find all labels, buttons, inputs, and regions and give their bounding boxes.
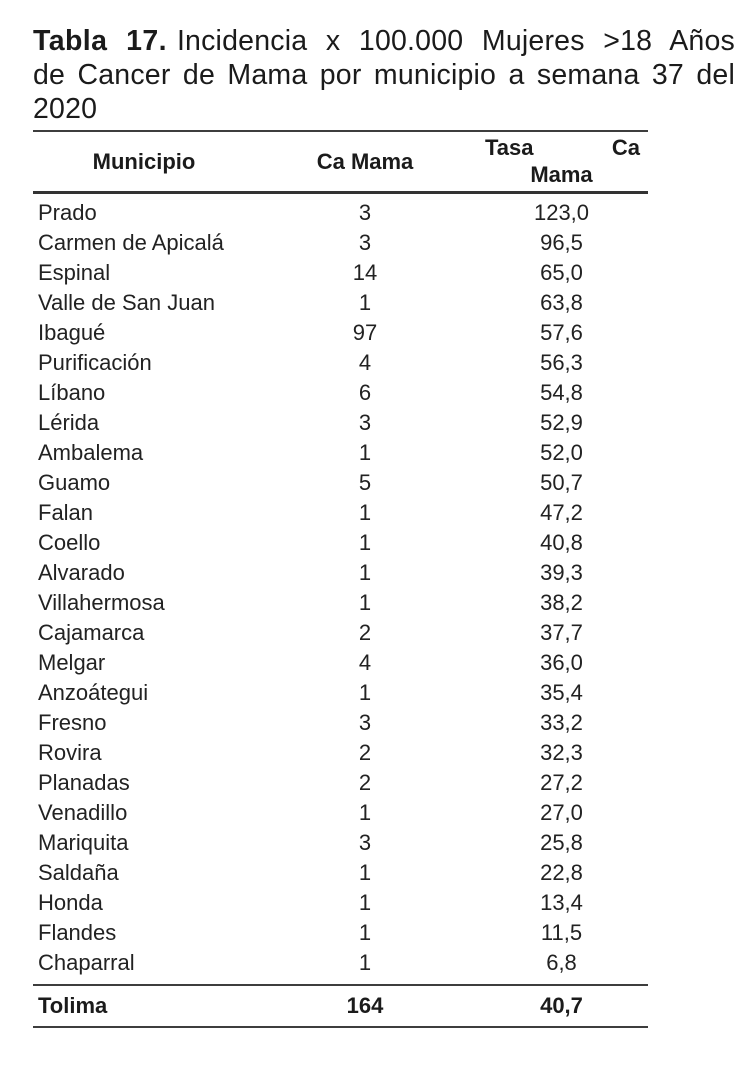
- table-caption: [33, 24, 735, 126]
- table-row: [33, 588, 648, 618]
- caption-bold-label: Tabla 17.: [33, 25, 167, 57]
- table-row: [33, 618, 648, 648]
- municipio-cell: Lérida: [38, 410, 100, 435]
- municipio-cell: Ibagué: [38, 320, 106, 345]
- ca-mama-cell: 1: [358, 890, 372, 915]
- municipio-cell: Ambalema: [38, 440, 144, 465]
- table-row: [33, 828, 648, 858]
- table-row: [33, 468, 648, 498]
- ca-mama-cell: 1: [358, 440, 372, 465]
- municipio-cell: Fresno: [38, 710, 107, 735]
- total-municipio-cell: Tolima: [38, 993, 108, 1018]
- ca-mama-cell: 4: [358, 350, 372, 375]
- municipio-cell: Alvarado: [38, 560, 125, 585]
- ca-mama-cell: 1: [358, 500, 372, 525]
- tasa-cell: 39,3: [540, 560, 583, 585]
- ca-mama-cell: 1: [358, 920, 372, 945]
- table-row: [33, 558, 648, 588]
- tasa-cell: 11,5: [540, 920, 583, 945]
- ca-mama-cell: 5: [358, 470, 372, 495]
- table-bottom-rule: [33, 1026, 648, 1028]
- tasa-cell: 25,8: [540, 830, 583, 855]
- tasa-cell: 63,8: [540, 290, 583, 315]
- municipio-cell: Guamo: [38, 470, 111, 495]
- table-row: [33, 438, 648, 468]
- header-tasa-line-1: [475, 135, 648, 161]
- municipio-cell: Anzoátegui: [38, 680, 149, 705]
- tasa-cell: 32,3: [540, 740, 583, 765]
- ca-mama-cell: 2: [358, 740, 372, 765]
- tasa-cell: 27,0: [540, 800, 583, 825]
- tasa-cell: 65,0: [540, 260, 583, 285]
- ca-mama-cell: 4: [358, 650, 372, 675]
- tasa-cell: 33,2: [540, 710, 583, 735]
- municipio-cell: Flandes: [38, 920, 117, 945]
- ca-mama-cell: 1: [358, 290, 372, 315]
- tasa-cell: 57,6: [540, 320, 583, 345]
- caption-line-1: [33, 24, 735, 58]
- tasa-cell: 13,4: [540, 890, 583, 915]
- ca-mama-cell: 2: [358, 620, 372, 645]
- table-row: [33, 378, 648, 408]
- ca-mama-cell: 3: [358, 830, 372, 855]
- tasa-cell: 6,8: [546, 950, 577, 975]
- table-row: [33, 408, 648, 438]
- table-row: [33, 918, 648, 948]
- ca-mama-cell: 1: [358, 530, 372, 555]
- tasa-cell: 40,8: [540, 530, 583, 555]
- ca-mama-cell: 3: [358, 410, 372, 435]
- header-tasa-ca-mama: [475, 132, 648, 191]
- total-row: [33, 986, 648, 1026]
- tasa-cell: 37,7: [540, 620, 583, 645]
- tasa-cell: 38,2: [540, 590, 583, 615]
- total-tasa-cell: 40,7: [540, 993, 583, 1018]
- municipio-cell: Villahermosa: [38, 590, 165, 615]
- caption-line-3: 2020: [33, 93, 98, 125]
- total-ca-mama-cell: 164: [346, 993, 384, 1018]
- ca-mama-cell: 3: [358, 710, 372, 735]
- ca-mama-cell: 3: [358, 200, 372, 225]
- header-ca-mama: Ca Mama: [316, 148, 414, 174]
- municipio-cell: Venadillo: [38, 800, 128, 825]
- table-row: [33, 198, 648, 228]
- tasa-cell: 50,7: [540, 470, 583, 495]
- table-row: [33, 708, 648, 738]
- ca-mama-cell: 97: [352, 320, 378, 345]
- caption-line-2: de Cancer de Mama por municipio a semana 37 del: [33, 59, 735, 91]
- tasa-cell: 56,3: [540, 350, 583, 375]
- municipio-cell: Purificación: [38, 350, 152, 375]
- municipio-cell: Honda: [38, 890, 103, 915]
- table-row: [33, 948, 648, 978]
- tasa-cell: 123,0: [533, 200, 590, 225]
- municipio-cell: Coello: [38, 530, 101, 555]
- table-row: [33, 648, 648, 678]
- table-row: [33, 258, 648, 288]
- table-row: [33, 528, 648, 558]
- table-row: [33, 888, 648, 918]
- table-row: [33, 498, 648, 528]
- tasa-cell: 27,2: [540, 770, 583, 795]
- municipio-cell: Espinal: [38, 260, 111, 285]
- municipio-cell: Mariquita: [38, 830, 129, 855]
- municipio-cell: Planadas: [38, 770, 130, 795]
- table-row: [33, 288, 648, 318]
- ca-mama-cell: 1: [358, 860, 372, 885]
- header-municipio: Municipio: [92, 148, 196, 174]
- municipio-cell: Valle de San Juan: [38, 290, 215, 315]
- ca-mama-cell: 14: [352, 260, 378, 285]
- municipio-cell: Carmen de Apicalá: [38, 230, 224, 255]
- ca-mama-cell: 1: [358, 950, 372, 975]
- table-body: [33, 194, 648, 984]
- incidence-table: [33, 130, 648, 1028]
- tasa-cell: 35,4: [540, 680, 583, 705]
- header-mama-word: Mama: [530, 162, 593, 187]
- ca-mama-cell: 1: [358, 590, 372, 615]
- ca-mama-cell: 2: [358, 770, 372, 795]
- municipio-cell: Melgar: [38, 650, 106, 675]
- tasa-cell: 54,8: [540, 380, 583, 405]
- table-row: [33, 798, 648, 828]
- ca-mama-cell: 3: [358, 230, 372, 255]
- table-row: [33, 858, 648, 888]
- tasa-cell: 36,0: [540, 650, 583, 675]
- tasa-cell: 22,8: [540, 860, 583, 885]
- header-tasa-word: Tasa: [485, 135, 534, 160]
- tasa-cell: 47,2: [540, 500, 583, 525]
- table-row: [33, 678, 648, 708]
- tasa-cell: 52,0: [540, 440, 583, 465]
- tasa-cell: 52,9: [540, 410, 583, 435]
- ca-mama-cell: 6: [358, 380, 372, 405]
- header-ca-word: Ca: [611, 135, 640, 160]
- municipio-cell: Chaparral: [38, 950, 135, 975]
- municipio-cell: Saldaña: [38, 860, 119, 885]
- table-row: [33, 768, 648, 798]
- municipio-cell: Prado: [38, 200, 97, 225]
- table-row: [33, 318, 648, 348]
- municipio-cell: Líbano: [38, 380, 106, 405]
- caption-line-1-text: Incidencia x 100.000 Mujeres >18 Años: [176, 25, 735, 57]
- ca-mama-cell: 1: [358, 800, 372, 825]
- tasa-cell: 96,5: [540, 230, 583, 255]
- municipio-cell: Falan: [38, 500, 94, 525]
- table-row: [33, 738, 648, 768]
- ca-mama-cell: 1: [358, 560, 372, 585]
- table-row: [33, 228, 648, 258]
- municipio-cell: Rovira: [38, 740, 102, 765]
- municipio-cell: Cajamarca: [38, 620, 145, 645]
- table-header-row: [33, 132, 648, 191]
- ca-mama-cell: 1: [358, 680, 372, 705]
- table-row: [33, 348, 648, 378]
